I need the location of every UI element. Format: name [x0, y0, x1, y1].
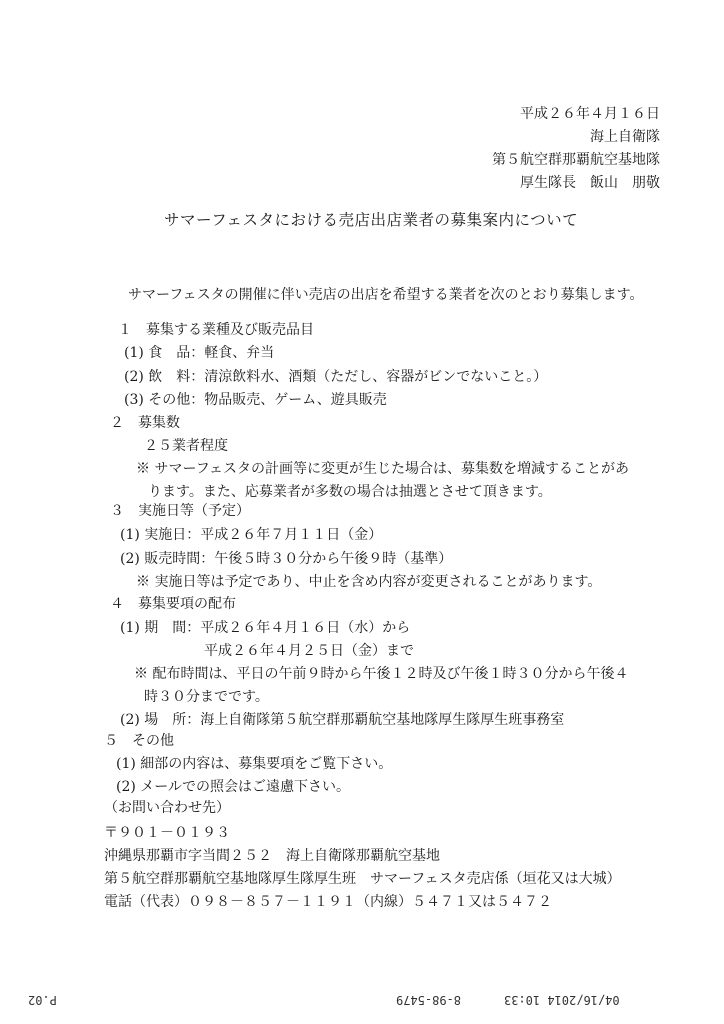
issuer-organization: 海上自衛隊	[590, 129, 660, 145]
issuer-unit: 第５航空群那覇航空基地隊	[492, 152, 660, 168]
document-title: サマーフェスタにおける売店出店業者の募集案内について	[164, 211, 579, 229]
section-5-item: (2) メールでの照会はご遠慮下さい。	[116, 779, 351, 795]
section-5-heading: ５ その他	[104, 733, 174, 749]
section-1-item: (2) 飲 料：清涼飲料水、酒類（ただし、容器がビンでないこと。）	[124, 369, 548, 385]
section-4-heading: ４ 募集要項の配布	[110, 596, 236, 612]
section-3-heading: ３ 実施日等（予定）	[110, 503, 250, 519]
issue-date: 平成２６年４月１６日	[520, 106, 660, 122]
contact-label: （お問い合わせ先）	[104, 800, 230, 816]
section-3-note: ※ 実施日等は予定であり、中止を含め内容が変更されることがあります。	[136, 574, 602, 590]
section-2-note: ※ サマーフェスタの計画等に変更が生じた場合は、募集数を増減することがあ	[136, 461, 630, 477]
section-4-note: ※ 配布時間は、平日の午前９時から午後１２時及び午後１時３０分から午後４	[134, 666, 629, 682]
postal-code: 〒９０１－０１９３	[104, 825, 230, 841]
distribution-period-end: 平成２６年４月２５日（金）まで	[204, 643, 414, 659]
section-1-item: (1) 食 品：軽食、弁当	[124, 345, 275, 361]
section-5-item: (1) 細部の内容は、募集要項をご覧下さい。	[116, 756, 393, 772]
fax-page-number: P.02	[28, 993, 57, 1007]
contact-phone: 電話（代表）０９８－８５７－１１９１（内線）５４７１又は５４７２	[104, 894, 552, 910]
distribution-place: (2) 場 所：海上自衛隊第５航空群那覇航空基地隊厚生隊厚生班事務室	[120, 712, 565, 728]
distribution-period: (1) 期 間：平成２６年４月１６日（水）から	[120, 620, 411, 636]
fax-timestamp: 04/16/2014 10:33	[504, 993, 620, 1007]
section-3-item: (2) 販売時間：午後５時３０分から午後９時（基準）	[120, 551, 453, 567]
section-1-heading: １ 募集する業種及び販売品目	[118, 322, 314, 338]
section-2-heading: ２ 募集数	[110, 415, 180, 431]
intro-paragraph: サマーフェスタの開催に伴い売店の出店を希望する業者を次のとおり募集します。	[128, 287, 644, 303]
contact-office: 第５航空群那覇航空基地隊厚生隊厚生班 サマーフェスタ売店係（垣花又は大城）	[104, 871, 621, 887]
fax-number: 8-98-5479	[396, 993, 462, 1007]
section-1-item: (3) その他：物品販売、ゲーム、遊具販売	[124, 392, 387, 408]
section-2-note-cont: ります。また、応募業者が多数の場合は抽選とさせて頂きます。	[148, 484, 552, 500]
section-3-item: (1) 実施日：平成２６年７月１１日（金）	[120, 527, 383, 543]
issuer-signer: 厚生隊長 飯山 朋敬	[520, 175, 660, 191]
section-4-note-cont: 時３０分までです。	[144, 689, 269, 705]
recruit-count: ２５業者程度	[144, 438, 228, 454]
contact-address: 沖縄県那覇市字当間２５２ 海上自衛隊那覇航空基地	[104, 848, 440, 864]
